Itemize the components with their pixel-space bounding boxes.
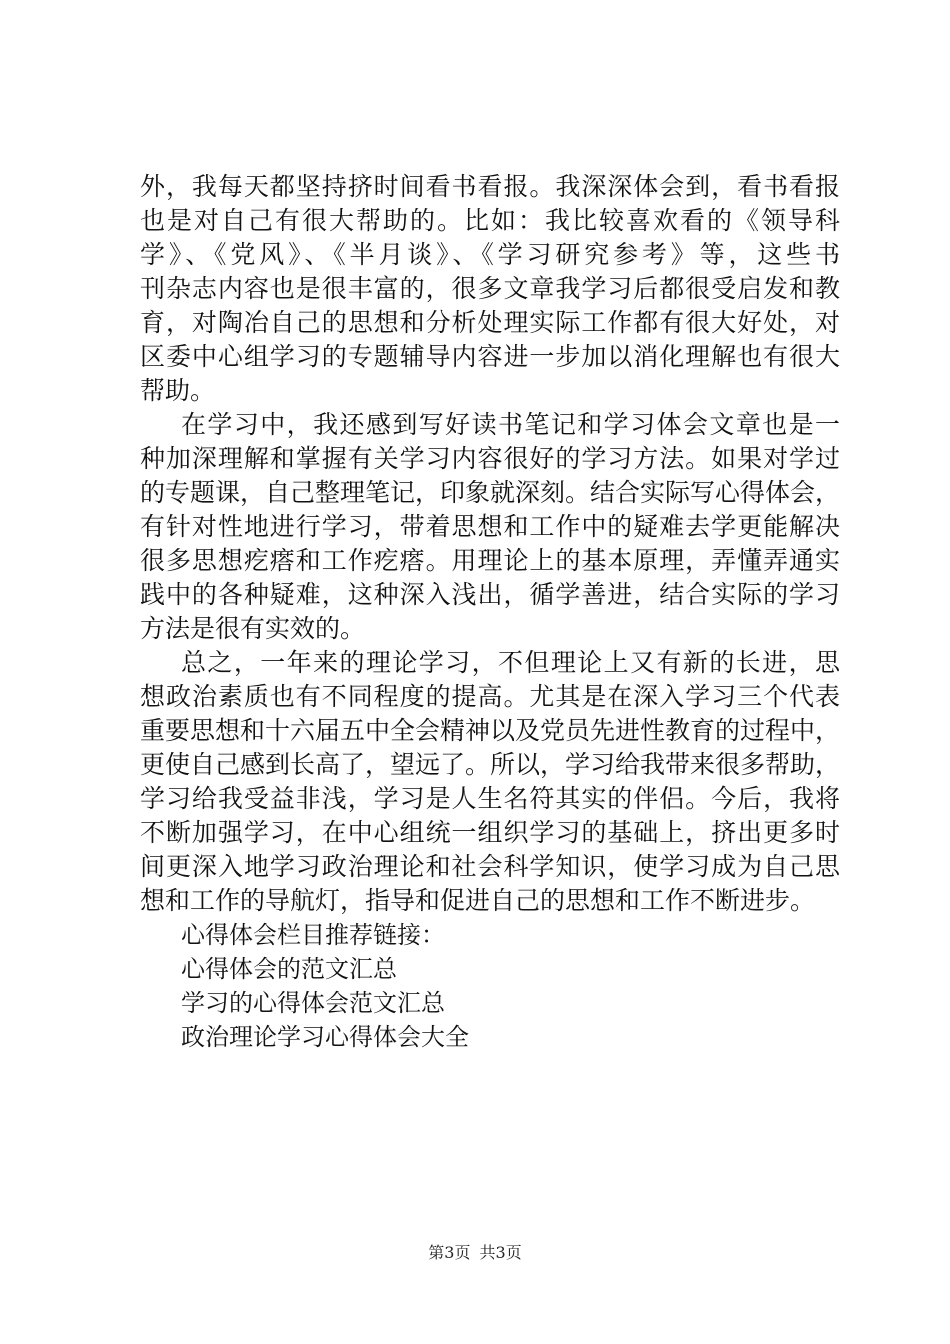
text-line: 也是对自己有很大帮助的。比如：我比较喜欢看的《领导科 — [140, 206, 840, 235]
text-line: 区委中心组学习的专题辅导内容进一步加以消化理解也有很大 — [140, 342, 840, 371]
paragraph-reading-habits — [140, 170, 840, 408]
text-line: 更使自己感到长高了，望远了。所以，学习给我带来很多帮助， — [140, 750, 840, 779]
text-line: 学习给我受益非浅，学习是人生名符其实的伴侣。今后，我将 — [140, 784, 840, 813]
link-item-study-essays[interactable]: 学习的心得体会范文汇总 — [181, 989, 445, 1017]
page-footer — [0, 1243, 950, 1263]
text-line: 学》、《党风》、《半月谈》、《学习研究参考》等，这些书 — [140, 240, 840, 269]
text-line: 很多思想疙瘩和工作疙瘩。用理论上的基本原理，弄懂弄通实 — [140, 546, 840, 575]
text-line: 想和工作的导航灯，指导和促进自己的思想和工作不断进步。 — [140, 886, 816, 915]
link-item-essay-collection[interactable]: 心得体会的范文汇总 — [181, 955, 397, 983]
text-line: 重要思想和十六届五中全会精神以及党员先进性教育的过程中， — [140, 716, 840, 745]
page-number: 第3页 — [428, 1243, 471, 1262]
text-line: 的专题课，自己整理笔记，印象就深刻。结合实际写心得体会， — [140, 478, 840, 507]
link-item-political-theory[interactable]: 政治理论学习心得体会大全 — [181, 1023, 469, 1051]
text-line: 方法是很有实效的。 — [140, 614, 366, 643]
document-body — [140, 170, 840, 1054]
paragraph-study-notes — [140, 408, 840, 646]
recommended-links — [140, 918, 840, 1054]
paragraph-conclusion — [140, 646, 840, 918]
text-line: 间更深入地学习政治理论和社会科学知识，使学习成为自己思 — [140, 852, 840, 881]
text-line: 在学习中，我还感到写好读书笔记和学习体会文章也是一 — [181, 410, 840, 439]
text-line: 有针对性地进行学习，带着思想和工作中的疑难去学更能解决 — [140, 512, 840, 541]
text-line: 外，我每天都坚持挤时间看书看报。我深深体会到，看书看报 — [140, 172, 840, 201]
page-total: 共3页 — [479, 1243, 522, 1262]
text-line: 帮助。 — [140, 376, 216, 405]
text-line: 不断加强学习，在中心组统一组织学习的基础上，挤出更多时 — [140, 818, 840, 847]
text-line: 践中的各种疑难，这种深入浅出，循学善进，结合实际的学习 — [140, 580, 840, 609]
text-line: 想政治素质也有不同程度的提高。尤其是在深入学习三个代表 — [140, 682, 840, 711]
text-line: 总之，一年来的理论学习，不但理论上又有新的长进，思 — [181, 648, 840, 677]
text-line: 种加深理解和掌握有关学习内容很好的学习方法。如果对学过 — [140, 444, 840, 473]
text-line: 育，对陶冶自己的思想和分析处理实际工作都有很大好处，对 — [140, 308, 840, 337]
text-line: 刊杂志内容也是很丰富的，很多文章我学习后都很受启发和教 — [140, 274, 840, 303]
links-heading: 心得体会栏目推荐链接： — [181, 921, 445, 949]
